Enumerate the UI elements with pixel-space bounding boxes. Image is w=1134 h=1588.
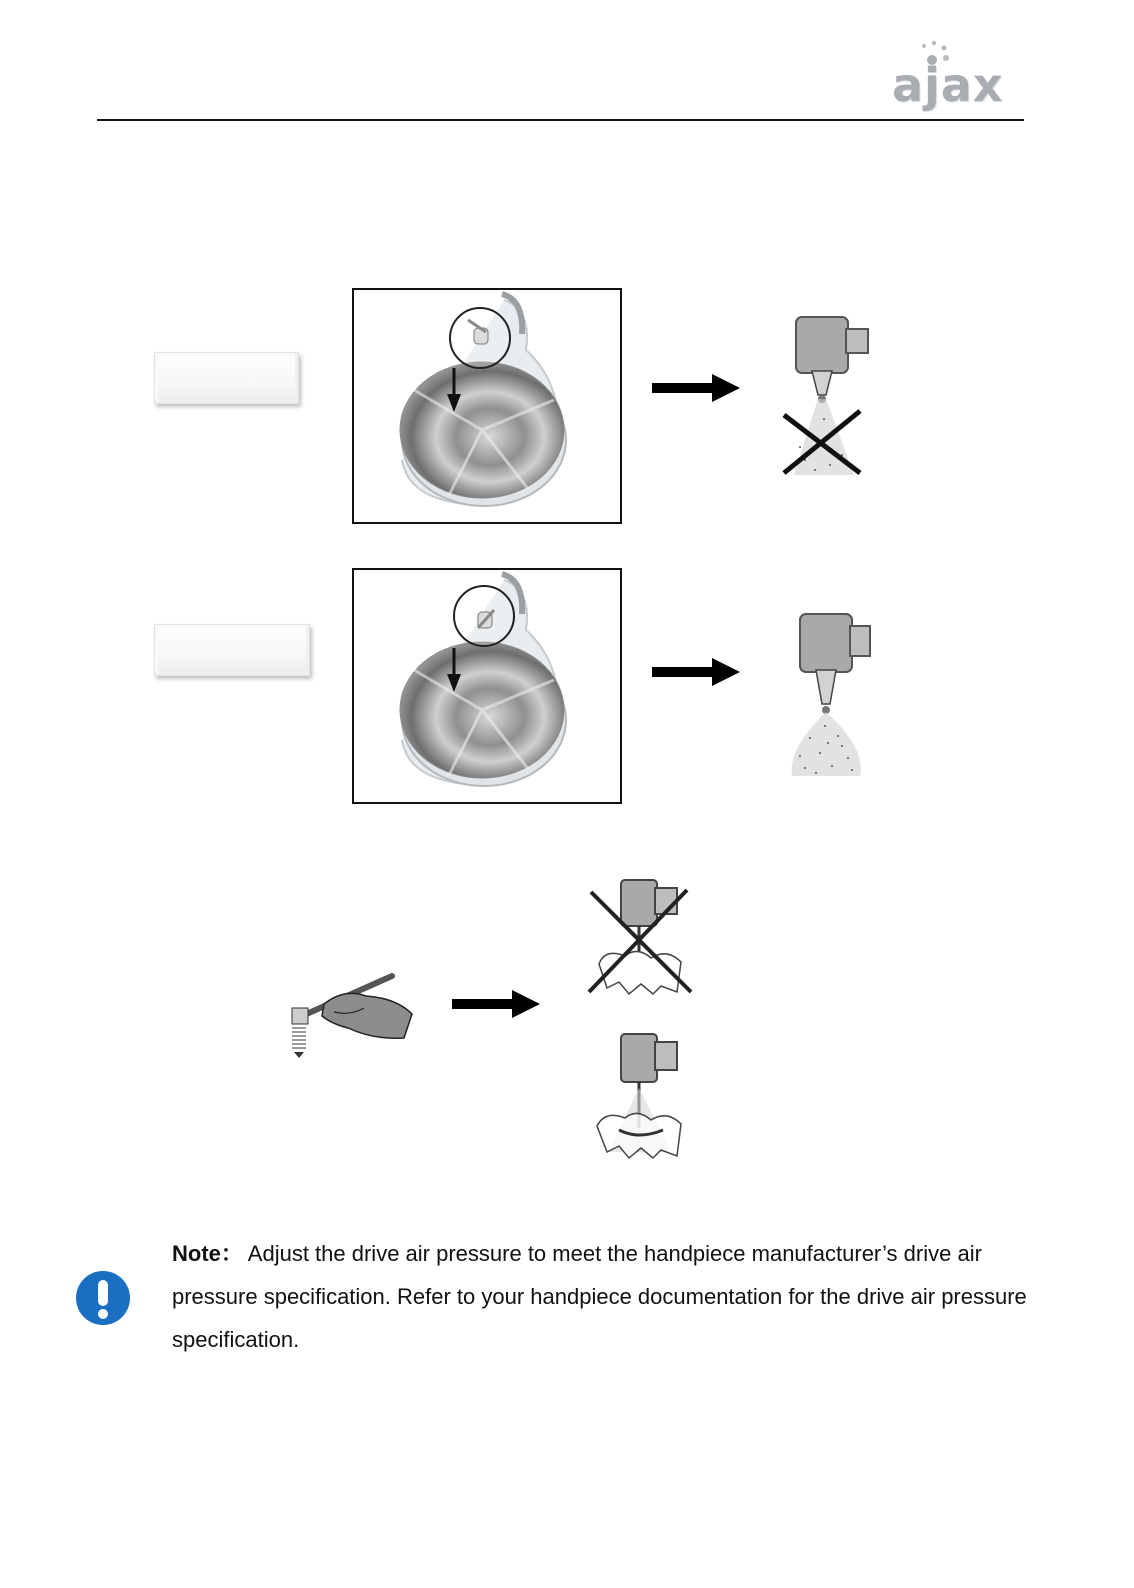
note-text: Adjust the drive air pressure to meet the handpiece manufacturer’s drive air pressure specification. Refer to your handpiece documentation for the drive air pressure specification.: [172, 1241, 1027, 1352]
step-2-right-arrow-icon: [652, 658, 740, 686]
step-1-right-arrow-icon: [652, 374, 740, 402]
handpiece-on-tooth-spray-icon: [585, 1030, 700, 1165]
logo-text: ajax: [892, 58, 1004, 112]
header-rule: [97, 119, 1024, 121]
handpiece-on-tooth-crossed-icon: [585, 876, 700, 998]
ajax-logo: [888, 38, 1028, 118]
note-paragraph: [172, 1232, 1072, 1361]
exclamation-icon: [75, 1270, 131, 1326]
foot-pedal-icon: [354, 570, 620, 802]
step-2-label-button[interactable]: [154, 624, 310, 676]
foot-pedal-icon: [354, 290, 620, 522]
spray-crossed-out-icon: [780, 315, 890, 485]
step-1-foot-pedal-photo: [352, 288, 622, 524]
step-2-foot-pedal-photo: [352, 568, 622, 804]
note-label: Note：: [172, 1241, 243, 1266]
usage-right-arrow-icon: [452, 990, 540, 1018]
hand-holding-handpiece-icon: [284, 968, 419, 1060]
step-1-label-button[interactable]: [154, 352, 299, 404]
spray-ok-icon: [780, 608, 890, 788]
